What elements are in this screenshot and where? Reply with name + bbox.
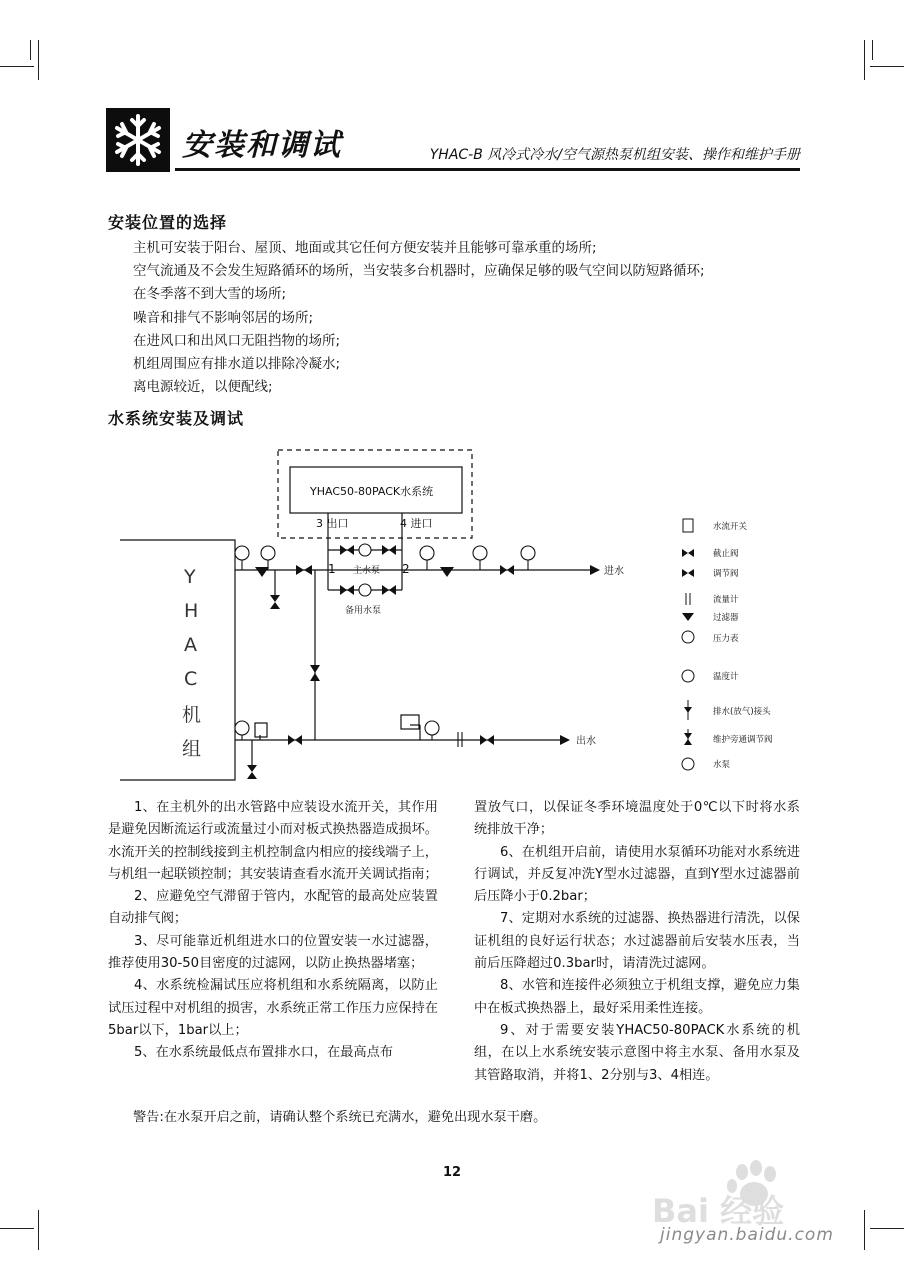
list-item: 空气流通及不会发生短路循环的场所，当安装多台机器时，应确保足够的吸气空间以防短路循环; — [133, 263, 705, 280]
legend-label: 水流开关 — [713, 522, 748, 532]
pressure-gauge-icon — [682, 631, 694, 643]
crop-mark — [870, 1228, 904, 1229]
crop-mark — [864, 1210, 865, 1250]
filter-icon — [682, 613, 694, 621]
legend-label: 维护旁通调节阀 — [713, 735, 773, 745]
unit-char: 机 — [182, 704, 202, 726]
list-item: 噪音和排气不影响邻居的场所; — [133, 309, 314, 326]
paragraph: 7、定期对水系统的过滤器、换热器进行清洗，以保证机组的良好运行状态；水过滤器前后安装水压表，当前后压降超过0.3bar时，请清洗过滤网。 — [474, 911, 800, 972]
paragraph: 置放气口，以保证冬季环境温度处于0℃以下时将水系统排放干净； — [474, 800, 800, 838]
inlet-label: 4 进口 — [400, 517, 433, 530]
stop-valve-icon — [682, 549, 688, 557]
water-in-label: 进水 — [604, 566, 624, 577]
crop-mark — [0, 1228, 34, 1229]
crop-mark — [30, 40, 31, 60]
diagram-legend — [682, 519, 773, 770]
body-right-column — [474, 797, 800, 1087]
unit-char: Y — [184, 566, 196, 588]
flow-switch-icon — [683, 519, 693, 532]
legend-label: 温度计 — [713, 672, 739, 682]
legend-label: 调节阀 — [713, 569, 739, 579]
list-item: 在进风口和出风口无阻挡物的场所; — [133, 332, 341, 349]
section-title-water-system: 水系统安装及调试 — [108, 409, 245, 428]
header-rule — [175, 168, 800, 171]
unit-char: 组 — [182, 738, 202, 760]
legend-label: 截止阀 — [713, 549, 739, 559]
watermark-url: jingyan.baidu.com — [660, 1225, 834, 1245]
node-1-label: 1 — [328, 562, 336, 576]
thermometer-icon — [682, 670, 694, 682]
page-number: 12 — [442, 1165, 462, 1180]
outlet-label: 3 出口 — [316, 517, 349, 530]
crop-mark — [872, 40, 873, 60]
section-title-location: 安装位置的选择 — [108, 213, 228, 232]
crop-mark — [38, 40, 39, 80]
regulating-valve-icon — [682, 569, 688, 577]
list-item: 机组周围应有排水道以排除冷凝水; — [133, 356, 341, 373]
crop-mark — [864, 40, 865, 80]
crop-mark — [0, 66, 34, 67]
paragraph: 3、尽可能靠近机组进水口的位置安装一水过滤器，推荐使用30-50目密度的过滤网，以防止换热器堵塞； — [108, 933, 438, 972]
legend-label: 压力表 — [713, 634, 739, 644]
snowflake-icon — [106, 108, 170, 172]
body-left-column — [108, 797, 438, 1065]
page-title: 安装和调试 — [182, 128, 342, 163]
unit-char: C — [184, 668, 198, 690]
paragraph: 2、应避免空气滞留于管内，水配管的最高处应装置自动排气阀； — [108, 889, 438, 927]
crop-mark — [38, 1210, 39, 1250]
header-logo — [106, 108, 170, 172]
main-pump-label: 主水泵 — [353, 566, 381, 576]
paragraph: 9、对于需要安装YHAC50-80PACK水系统的机组，在以上水系统安装示意图中将主水泵、备用水泵及其管路取消，并将1、2分别与3、4相连。 — [474, 1022, 800, 1083]
paragraph: 8、水管和连接件必须独立于机组支撑，避免应力集中在板式换热器上，最好采用柔性连接。 — [474, 978, 800, 1016]
paragraph: 1、在主机外的出水管路中应装设水流开关，其作用是避免因断流运行或流量过小而对板式换热器造成损坏。水流开关的控制线接到主机控制盒内相应的接线端子上，与机组一起联锁控制；其安装请查看水流开关调试指南； — [108, 800, 438, 882]
paragraph: 4、水系统检漏试压应将机组和水系统隔离，以防止试压过程中对机组的损害，水系统正常工作压力应保持在5bar以下，1bar以上； — [108, 978, 438, 1038]
list-item: 在冬季落不到大雪的场所; — [133, 286, 287, 303]
legend-label: 排水(放气)接头 — [713, 707, 771, 717]
watermark-logo-text: Bai 经验 — [652, 1192, 785, 1230]
node-2-label: 2 — [402, 562, 410, 576]
legend-label: 水泵 — [713, 760, 731, 770]
manual-subtitle: YHAC-B 风冷式冷水/空气源热泵机组安装、操作和维护手册 — [429, 147, 800, 163]
water-system-diagram — [120, 445, 800, 790]
warning-text: 警告:在水泵开启之前，请确认整个系统已充满水，避免出现水泵干磨。 — [133, 1110, 547, 1125]
crop-mark — [870, 66, 904, 67]
unit-char: H — [184, 600, 199, 622]
location-list — [133, 237, 705, 399]
water-out-label: 出水 — [576, 736, 596, 747]
list-item: 主机可安装于阳台、屋顶、地面或其它任何方便安装并且能够可靠承重的场所; — [133, 240, 597, 256]
legend-label: 流量计 — [713, 595, 739, 605]
paragraph: 6、在机组开启前，请使用水泵循环功能对水系统进行调试，并反复冲洗Y型水过滤器，直到Y型水过滤器前后压降小于0.2bar； — [474, 844, 800, 905]
unit-char: A — [184, 634, 197, 656]
list-item: 离电源较近，以便配线; — [133, 379, 273, 396]
legend-label: 过滤器 — [713, 613, 739, 623]
backup-pump-label: 备用水泵 — [345, 606, 382, 616]
system-box-label: YHAC50-80PACK水系统 — [310, 485, 434, 498]
pump-icon — [682, 758, 694, 770]
paragraph: 5、在水系统最低点布置排水口，在最高点布 — [134, 1045, 393, 1061]
